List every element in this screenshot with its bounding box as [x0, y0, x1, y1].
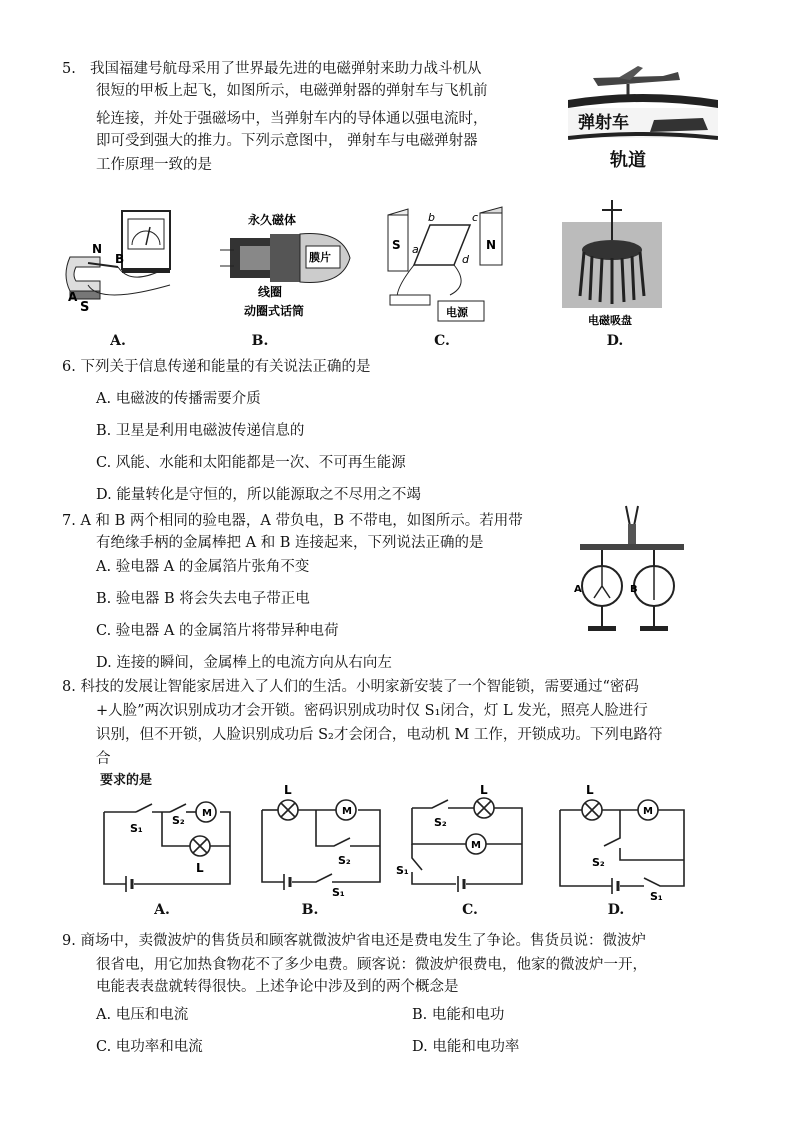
q9-line-2: 很省电，用它加热食物花不了多少电费。顾客说：微波炉很费电，他家的微波炉一开， — [96, 957, 647, 973]
q7-option-b: B. 验电器 B 将会失去电子带正电 — [96, 591, 310, 607]
q7-label-b: B — [630, 584, 638, 595]
q9-option-a: A. 电压和电流 — [96, 1007, 189, 1023]
q8-caption-b: B. — [301, 902, 319, 918]
q5-line-1: 我国福建号航母采用了世界最先进的电磁弹射来助力战斗机从 — [90, 61, 482, 77]
fig-a-label-s: S — [80, 300, 90, 315]
q5-caption-b: B. — [251, 333, 269, 349]
circuit-b-lamp: L — [284, 783, 292, 797]
q7-option-a: A. 验电器 A 的金属箔片张角不变 — [96, 559, 310, 575]
circuit-c-s2: S₂ — [434, 816, 447, 829]
q8-line-2: +人脸”两次识别成功才会开锁。密码识别成功时仅 S₁闭合，灯 L 发光，照亮人脸进行 — [96, 703, 648, 719]
fig-c-label-d: d — [462, 253, 469, 266]
circuit-b-s1: S₁ — [332, 886, 345, 898]
q8-caption-d: D. — [607, 902, 625, 918]
circuit-a-s1: S₁ — [130, 822, 143, 835]
fig-d-label: 电磁吸盘 — [588, 314, 632, 327]
q9-option-b: B. 电能和电功 — [412, 1007, 505, 1023]
fig-c-label-power: 电源 — [446, 306, 468, 319]
q5-line-3: 轮连接，并处于强磁场中，当弹射车内的导体通以强电流时， — [96, 111, 488, 127]
q5-figure-c — [380, 205, 525, 325]
q7-label-a: A — [574, 584, 582, 595]
q8-sub: 要求的是 — [100, 773, 153, 788]
q7-option-d: D. 连接的瞬间，金属棒上的电流方向从右向左 — [96, 655, 392, 671]
q5-figure-d — [562, 200, 662, 328]
q5-line-2: 很短的甲板上起飞，如图所示，电磁弹射器的弹射车与飞机前 — [96, 83, 488, 99]
fig-b-label-title: 动圈式话筒 — [244, 304, 305, 318]
q5-figure-a — [60, 205, 180, 315]
circuit-d-motor: M — [643, 806, 653, 817]
q9-option-d: D. 电能和电功率 — [412, 1039, 520, 1055]
q5-number: 5. — [62, 61, 76, 77]
fig-c-label-s: S — [392, 238, 401, 252]
circuit-b-s2: S₂ — [338, 854, 351, 867]
fig-a-label-b: B — [115, 252, 125, 266]
q8-line-4: 合 — [96, 751, 111, 767]
q6-option-d: D. 能量转化是守恒的，所以能源取之不尽用之不竭 — [96, 487, 421, 503]
q9-line-1: 9. 商场中，卖微波炉的售货员和顾客就微波炉省电还是费电发生了争论。售货员说：微波炉 — [62, 933, 646, 949]
q8-circuit-a — [96, 788, 236, 898]
fig-c-label-b: b — [428, 211, 435, 224]
catapult-photo — [568, 60, 718, 175]
circuit-a-lamp: L — [196, 861, 204, 875]
fig-a-label-a: A — [68, 290, 78, 304]
circuit-c-motor: M — [471, 840, 481, 851]
photo-label-rail: 轨道 — [610, 150, 646, 171]
q5-line-5: 工作原理一致的是 — [96, 157, 212, 173]
fig-c-label-c: c — [472, 211, 479, 224]
circuit-d-lamp: L — [586, 783, 594, 797]
q8-circuit-b — [254, 776, 389, 898]
circuit-a-s2: S₂ — [172, 814, 185, 827]
fig-b-label-magnet: 永久磁体 — [248, 213, 297, 227]
q8-caption-a: A. — [154, 902, 170, 918]
q8-caption-c: C. — [462, 902, 478, 918]
q6-option-b: B. 卫星是利用电磁波传递信息的 — [96, 423, 305, 439]
circuit-b-motor: M — [342, 806, 352, 817]
circuit-d-s2: S₂ — [592, 856, 605, 869]
fig-c-label-n: N — [486, 238, 497, 252]
q7-stem-2: 有绝缘手柄的金属棒把 A 和 B 连接起来，下列说法正确的是 — [96, 535, 484, 551]
photo-label-car: 弹射车 — [578, 113, 629, 133]
q9-option-c: C. 电功率和电流 — [96, 1039, 203, 1055]
circuit-c-s1: S₁ — [396, 864, 409, 877]
fig-b-label-coil: 线圈 — [258, 285, 283, 299]
q7-stem-1: 7. A 和 B 两个相同的验电器，A 带负电，B 不带电，如图所示。若用带 — [62, 513, 523, 529]
q6-option-a: A. 电磁波的传播需要介质 — [96, 391, 261, 407]
fig-b-label-diaphragm: 膜片 — [309, 251, 331, 264]
q9-line-3: 电能表表盘就转得很快。上述争论中涉及到的两个概念是 — [96, 979, 459, 995]
circuit-c-lamp: L — [480, 783, 488, 797]
fig-c-label-a: a — [412, 243, 419, 256]
q8-line-3: 识别，但不开锁，人脸识别成功后 S₂才会闭合，电动机 M 工作，开锁成功。下列电路符 — [96, 727, 663, 743]
q6-option-c: C. 风能、水能和太阳能都是一次、不可再生能源 — [96, 455, 406, 471]
q6-stem: 6. 下列关于信息传递和能量的有关说法正确的是 — [62, 359, 371, 375]
q5-caption-d: D. — [606, 333, 624, 349]
q7-option-c: C. 验电器 A 的金属箔片将带异种电荷 — [96, 623, 339, 639]
circuit-d-s1: S₁ — [650, 890, 663, 900]
circuit-a-motor: M — [202, 808, 212, 819]
q8-circuit-c — [392, 776, 532, 898]
q5-caption-c: C. — [434, 333, 450, 349]
fig-a-label-n: N — [92, 242, 103, 256]
q8-line-1: 8. 科技的发展让智能家居进入了人们的生活。小明家新安装了一个智能锁，需要通过“密码 — [62, 679, 639, 695]
q5-line-4: 即可受到强大的推力。下列示意图中， 弹射车与电磁弹射器 — [96, 133, 478, 149]
q5-caption-a: A. — [110, 333, 126, 349]
q5-figure-b — [210, 210, 360, 320]
q8-circuit-d — [552, 776, 692, 900]
q7-figure — [572, 504, 692, 636]
